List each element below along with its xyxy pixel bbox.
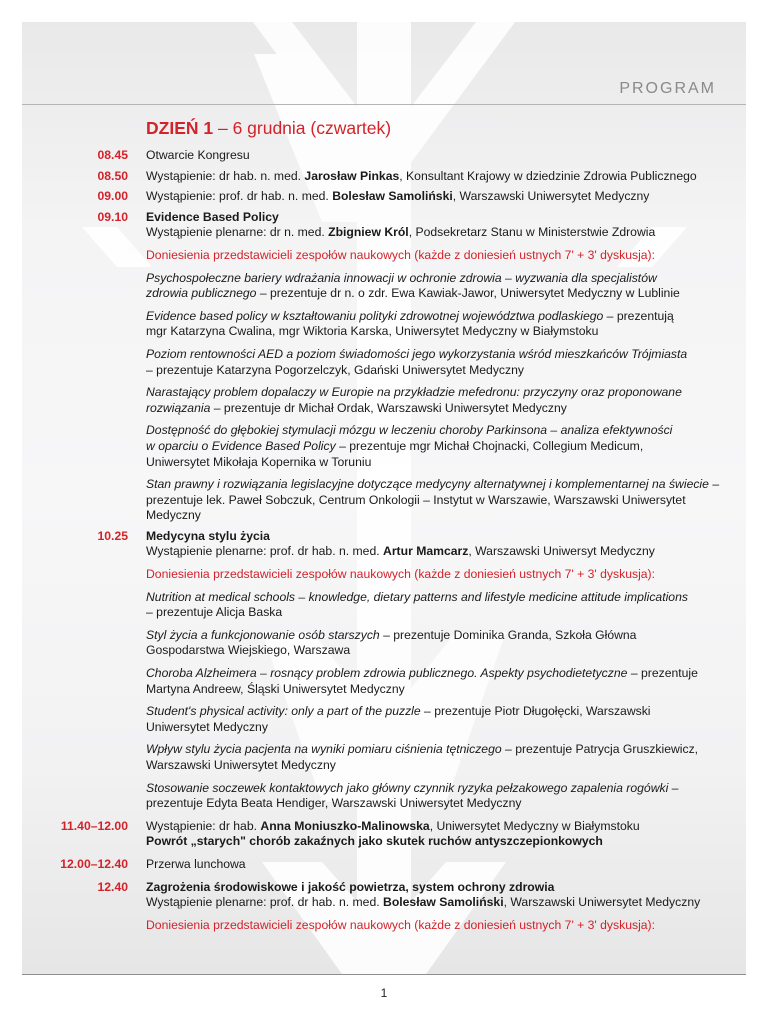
talk-presenter: mgr Katarzyna Cwalina, mgr Wiktoria Karska, Uniwersytet Medyczny w Białymstoku: [146, 324, 599, 339]
talk-presenter: – prezentuje mgr Michał Chojnacki, Collegium Medicum,: [335, 438, 644, 453]
speaker-line: [146, 189, 726, 205]
time-label: 09.00: [97, 189, 128, 204]
lecture-title: Powrót „starych" chorób zakaźnych jako skutek ruchów antyszczepionkowych: [146, 834, 603, 849]
talk-title: Dostępność do głębokiej stymulacji mózgu w leczeniu choroby Parkinsona – analiza efektywności: [146, 423, 673, 438]
schedule-row-1200: [22, 857, 746, 873]
talk-item: [146, 423, 726, 470]
speaker-prefix: Wystąpienie: dr hab.: [146, 818, 261, 833]
talk-presenter: – prezentuje dr Michał Ordak, Warszawski Uniwersytet Medyczny: [210, 400, 567, 415]
schedule-row-1140: [22, 819, 746, 850]
speaker-affiliation: , Warszawski Uniwersytet Medyczny: [503, 895, 701, 910]
day-heading: [146, 118, 746, 139]
speaker-name: Anna Moniuszko-Malinowska: [260, 818, 430, 833]
speaker-prefix: Wystąpienie plenarne: prof. dr hab. n. med.: [146, 895, 384, 910]
talk-item: [146, 309, 726, 340]
time-label: 09.10: [97, 209, 128, 224]
talk-item: [146, 347, 726, 378]
item-text: Otwarcie Kongresu: [146, 148, 250, 162]
speaker-prefix: Wystąpienie: prof. dr hab. n. med.: [146, 189, 333, 204]
program-content: [22, 118, 746, 933]
footer-divider: [22, 974, 746, 975]
talk-item: [146, 666, 726, 697]
day-date: – 6 grudnia (czwartek): [213, 118, 392, 138]
talk-item: [146, 271, 726, 302]
speaker-affiliation: , Warszawski Uniwersyt Medyczny: [468, 544, 655, 559]
talk-presenter: – prezentuje Dominika Granda, Szkoła Główna: [379, 627, 637, 642]
talk-item: [146, 477, 726, 524]
notice-text: Doniesienia przedstawicieli zespołów naukowych (każde z doniesień ustnych 7' + 3' dyskusja):: [146, 917, 656, 932]
talk-presenter: – prezentuje Katarzyna Pogorzelczyk, Gdański Uniwersytet Medyczny: [146, 362, 524, 377]
speaker-line: [146, 169, 726, 185]
talk-item: [146, 385, 726, 416]
schedule-row-1025: [22, 529, 746, 812]
talk-presenter: – prezentuje Patrycja Gruszkiewicz,: [501, 742, 699, 757]
speaker-name: Bolesław Samoliński: [332, 189, 453, 204]
schedule-row-0910: [22, 210, 746, 524]
talk-title: rozwiązania: [146, 400, 211, 415]
talk-presenter: – prezentuje Alicja Baska: [146, 605, 283, 620]
schedule-row-1240: [22, 880, 746, 934]
speaker-name: Jarosław Pinkas: [304, 168, 400, 183]
speaker-line: [146, 819, 726, 835]
talk-presenter: –: [708, 477, 720, 492]
time-label: 11.40–12.00: [60, 818, 128, 833]
talk-title: Psychospołeczne bariery wdrażania innowacji w ochronie zdrowia – wyzwania dla specjalistów: [146, 270, 657, 285]
speaker-affiliation: , Warszawski Uniwersytet Medyczny: [452, 189, 650, 204]
talk-title: Evidence based policy w kształtowaniu polityki zdrowotnej województwa podlaskiego: [146, 308, 604, 323]
talk-item: [146, 781, 726, 812]
session-title: Zagrożenia środowiskowe i jakość powietrza, system ochrony zdrowia: [146, 879, 555, 894]
talk-title: Styl życia a funkcjonowanie osób starszych: [146, 627, 380, 642]
time-label: 12.00–12.40: [60, 856, 128, 871]
talk-title: Narastający problem dopalaczy w Europie na przykładzie mefedronu: przyczyny oraz proponowane: [146, 385, 682, 400]
schedule-row-0845: [22, 148, 746, 164]
schedule-row-0900: [22, 189, 746, 205]
talk-presenter: prezentuje lek. Paweł Sobczuk, Centrum Onkologii – Instytut w Warszawie, Warszawski Uniwersytet: [146, 492, 686, 507]
program-sheet: [22, 22, 746, 974]
schedule-row-0850: [22, 169, 746, 185]
speaker-prefix: Wystąpienie plenarne: dr n. med.: [146, 225, 329, 240]
speaker-affiliation: , Konsultant Krajowy w dziedzinie Zdrowia Publicznego: [399, 168, 697, 183]
talk-presenter: – prezentuje Piotr Długołęcki, Warszawski: [420, 704, 651, 719]
speaker-name: Zbigniew Król: [328, 225, 409, 240]
talk-presenter: Uniwersytet Mikołaja Kopernika w Toruniu: [146, 454, 372, 469]
speaker-affiliation: , Uniwersytet Medyczny w Białymstoku: [429, 818, 640, 833]
speaker-affiliation: , Podsekretarz Stanu w Ministerstwie Zdrowia: [408, 225, 656, 240]
speaker-prefix: Wystąpienie plenarne: prof. dr hab. n. med.: [146, 544, 384, 559]
talk-presenter: – prezentuje dr n. o zdr. Ewa Kawiak-Jawor, Uniwersytet Medyczny w Lublinie: [256, 286, 680, 301]
talk-presenter: –: [668, 780, 679, 795]
notice-text: Doniesienia przedstawicieli zespołów naukowych (każde z doniesień ustnych 7' + 3' dyskusja):: [146, 567, 656, 582]
speaker-name: Bolesław Samoliński: [383, 895, 504, 910]
talk-presenter: Warszawski Uniwersytet Medyczny: [146, 758, 336, 772]
time-label: 12.40: [97, 879, 128, 894]
talk-item: [146, 704, 726, 735]
program-title: PROGRAM: [619, 80, 716, 97]
speaker-line: [146, 544, 726, 560]
talk-presenter: – prezentuje: [627, 666, 698, 681]
time-label: 10.25: [97, 528, 128, 543]
item-text: Przerwa lunchowa: [146, 856, 246, 871]
speaker-line: [146, 895, 726, 911]
talk-title: Stosowanie soczewek kontaktowych jako główny czynnik ryzyka pełzakowego zapalenia rogówki: [146, 780, 669, 795]
talk-presenter: Uniwersytet Medyczny: [146, 719, 268, 734]
talk-item: [146, 628, 726, 659]
talk-presenter: – prezentują: [603, 308, 674, 323]
day-label: DZIEŃ 1: [146, 118, 214, 138]
talk-presenter: Medyczny: [146, 508, 201, 523]
notice-text: Doniesienia przedstawicieli zespołów naukowych (każde z doniesień ustnych 7' + 3' dyskusja):: [146, 247, 656, 262]
talk-title: Wpływ stylu życia pacjenta na wyniki pomiaru ciśnienia tętniczego: [146, 742, 502, 757]
time-label: 08.50: [97, 168, 128, 183]
talk-presenter: Martyna Andreew, Śląski Uniwersytet Medyczny: [146, 681, 405, 696]
talk-title: Nutrition at medical schools – knowledge, dietary patterns and lifestyle medicine attitude implications: [146, 589, 688, 604]
talk-title: w oparciu o Evidence Based Policy: [146, 438, 336, 453]
header-divider: [22, 104, 746, 105]
time-label: 08.45: [97, 148, 128, 162]
talk-title: zdrowia publicznego: [146, 286, 257, 301]
talk-presenter: Gospodarstwa Wiejskiego, Warszawa: [146, 643, 351, 658]
talk-title: Stan prawny i rozwiązania legislacyjne dotyczące medycyny alternatywnej i komplementarnej na świecie: [146, 477, 709, 492]
talk-presenter: prezentuje Edyta Beata Hendiger, Warszawski Uniwersytet Medyczny: [146, 796, 522, 811]
session-title: Medycyna stylu życia: [146, 528, 270, 543]
talk-title: Poziom rentowności AED a poziom świadomości jego wykorzystania wśród mieszkańców Trójmiasta: [146, 346, 688, 361]
talk-title: Student's physical activity: only a part of the puzzle: [146, 704, 421, 719]
speaker-name: Artur Mamcarz: [383, 544, 469, 559]
talk-item: [146, 590, 726, 621]
speaker-line: [146, 225, 726, 241]
page-number: 1: [380, 986, 388, 1000]
talk-item: [146, 742, 726, 773]
talk-title: Choroba Alzheimera – rosnący problem zdrowia publicznego. Aspekty psychodietetyczne: [146, 666, 628, 681]
speaker-prefix: Wystąpienie: dr hab. n. med.: [146, 168, 305, 183]
session-title: Evidence Based Policy: [146, 209, 279, 224]
